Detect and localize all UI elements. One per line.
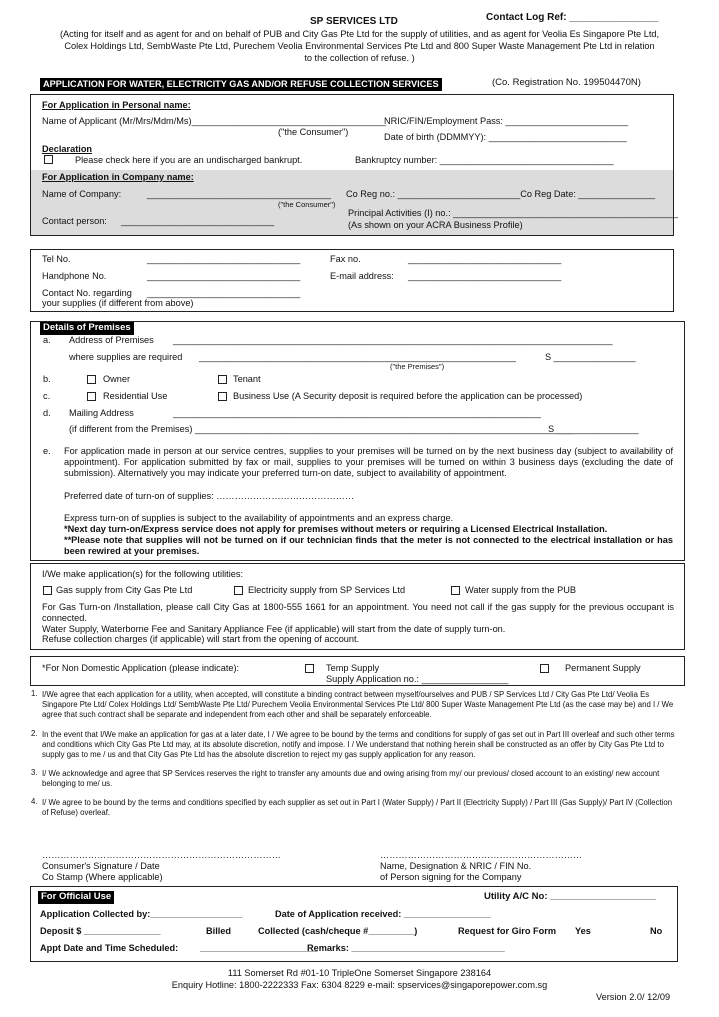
- contact-person-label: Contact person:: [42, 216, 107, 226]
- personal-heading: For Application in Personal name:: [42, 100, 191, 110]
- owner-checkbox[interactable]: [87, 375, 96, 384]
- item-c-letter: c.: [43, 391, 51, 401]
- item-d-letter: d.: [43, 408, 51, 418]
- owner-label: Owner: [103, 374, 131, 384]
- express-note: Express turn-on of supplies is subject to the availability of appointments and an express charge.: [64, 513, 454, 523]
- billed-label: Billed: [206, 926, 232, 936]
- turn-on-paragraph: For application made in person at our service centres, supplies to your premises will be turned on by the next business day (subject to availability of appointment). For application submitted by fax or mail, supplies to your premises will be turned on within 3 business days (excluding the date of submission). Alternatively you may indicate your preferred turn-on date, subject to availability of appointment.: [64, 446, 673, 478]
- version-label: Version 2.0/ 12/09: [596, 992, 671, 1002]
- signer-company-label: of Person signing for the Company: [380, 872, 522, 882]
- term-2-num: 2.: [31, 729, 38, 738]
- handphone-field[interactable]: ______________________________: [147, 271, 301, 281]
- mailing-field[interactable]: ________________________________________________________________________: [173, 408, 541, 418]
- co-stamp-label: Co Stamp (Where applicable): [42, 872, 163, 882]
- contact-regarding-label: Contact No. regarding: [42, 288, 132, 298]
- giro-no[interactable]: No: [650, 926, 663, 936]
- footer-address: 111 Somerset Rd #01-10 TripleOne Somerset Singapore 238164: [227, 968, 492, 978]
- mailing-label: Mailing Address: [69, 408, 134, 418]
- principal-activities-field[interactable]: Principal Activities (I) no.: ____________________________________________: [348, 208, 679, 218]
- business-checkbox[interactable]: [218, 392, 227, 401]
- bankruptcy-number-field[interactable]: Bankruptcy number: __________________________________: [355, 155, 614, 165]
- water-checkbox[interactable]: [451, 586, 460, 595]
- premises-heading: Details of Premises: [40, 322, 134, 335]
- company-name-field[interactable]: ____________________________________: [147, 189, 331, 199]
- permanent-supply-label: Permanent Supply: [565, 663, 641, 673]
- item-a-letter: a.: [43, 335, 51, 345]
- term-1-text: I/We agree that each application for a utility, when accepted, will constitute a binding contract between myself/ourselves and PUB / SP Services Ltd / City Gas Pte Ltd/ Veolia Es Singapore Pte Ltd/ Colex Holdings Ltd/ SembWaste Pte Ltd/ Purechem Veolia Environmental Services Pte Ltd/ 800 Super Waste Management Pte Ltd (as the case may be) and I / We agree that such contract shall be separate and independent from each other and shall be separately enforceable.: [42, 690, 674, 719]
- tel-label: Tel No.: [42, 254, 71, 264]
- meter-note: **Please note that supplies will not be turned on if our technician finds that the meter is not connected to the electrical installation or has been rewired at your premises.: [64, 535, 673, 556]
- acra-note: (As shown on your ACRA Business Profile): [348, 220, 523, 230]
- remarks-field[interactable]: Remarks: ______________________________: [307, 943, 505, 953]
- business-label: Business Use (A Security deposit is required before the application can be processed): [233, 391, 583, 401]
- water-fee-note: Water Supply, Waterborne Fee and Sanitary Appliance Fee (if applicable) will start from the date of supply turn-on.: [42, 624, 506, 634]
- address-field[interactable]: ______________________________________________________________________________________: [173, 335, 613, 345]
- term-4-num: 4.: [31, 797, 38, 806]
- temp-supply-checkbox[interactable]: [305, 664, 314, 673]
- bankrupt-checkbox[interactable]: [44, 155, 53, 164]
- term-3-text: I/ We acknowledge and agree that SP Services reserves the right to transfer any amounts due and owing arising from my/ our previous/ closed account to an existing/ new account belonging to me/ us.: [42, 769, 660, 788]
- consumer-signature-label: Consumer's Signature / Date: [42, 861, 160, 871]
- application-title: APPLICATION FOR WATER, ELECTRICITY GAS AND/OR REFUSE COLLECTION SERVICES: [40, 78, 442, 91]
- term-1-num: 1.: [31, 689, 38, 698]
- water-label: Water supply from the PUB: [465, 585, 576, 595]
- footer-hotline: Enquiry Hotline: 1800-2222333 Fax: 6304 8229 e-mail: spservices@singaporepower.com.sg: [171, 980, 548, 990]
- utilities-intro: I/We make application(s) for the following utilities:: [42, 569, 244, 579]
- collected-field[interactable]: Collected (cash/cheque #_________): [258, 926, 418, 936]
- residential-checkbox[interactable]: [87, 392, 96, 401]
- consumer-signature-line[interactable]: ……………………………………………………………………: [42, 850, 281, 860]
- official-use-heading: For Official Use: [38, 891, 114, 904]
- date-received-field[interactable]: Date of Application received: _________________: [275, 909, 491, 919]
- item-b-letter: b.: [43, 374, 51, 384]
- giro-label: Request for Giro Form: [458, 926, 557, 936]
- company-consumer-note: ("the Consumer"): [278, 200, 336, 209]
- item-e-letter: e.: [43, 446, 51, 456]
- dob-field[interactable]: Date of birth (DDMMYY): ___________________________: [384, 132, 627, 142]
- gas-label: Gas supply from City Gas Pte Ltd: [56, 585, 193, 595]
- contact-log-ref[interactable]: Contact Log Ref: ________________: [486, 12, 659, 23]
- collected-by-field[interactable]: Application Collected by:__________________: [40, 909, 243, 919]
- appt-label: Appt Date and Time Scheduled:: [40, 943, 179, 953]
- nric-field[interactable]: NRIC/FIN/Employment Pass: ________________________: [384, 116, 629, 126]
- refuse-note: Refuse collection charges (if applicable) will start from the opening of account.: [42, 634, 360, 644]
- company-heading: For Application in Company name:: [42, 172, 194, 182]
- agency-line-2: Colex Holdings Ltd, SembWaste Pte Ltd, Purechem Veolia Environmental Services Pte Ltd and 800 Super Waste Management Pte Ltd in relation: [64, 41, 655, 51]
- contact-person-field[interactable]: ______________________________: [121, 216, 275, 226]
- electricity-checkbox[interactable]: [234, 586, 243, 595]
- term-4-text: I/ We agree to be bound by the terms and conditions specified by each supplier as set out in Part I (Water Supply) / Part II (Electricity Supply) / Part III (Gas Supply)/ Part IV (Collection of Refuse) overleaf.: [42, 798, 673, 817]
- agency-line-1: (Acting for itself and as agent for and on behalf of PUB and City Gas Pte Ltd for the supply of utilities, and as agent for Veolia Es Singapore Pte Ltd,: [59, 29, 660, 39]
- deposit-field[interactable]: Deposit $ _______________: [40, 926, 161, 936]
- postal-code-field[interactable]: S ________________: [545, 352, 636, 362]
- mailing-postal-field[interactable]: S ________________: [548, 424, 639, 434]
- next-day-note: *Next day turn-on/Express service does not apply for premises without meters or requiring a Licensed Electrical Installation.: [64, 524, 608, 534]
- email-label: E-mail address:: [330, 271, 394, 281]
- agency-line-3: to the collection of refuse. ): [304, 53, 415, 63]
- supply-app-field[interactable]: Supply Application no.: _________________: [326, 674, 509, 684]
- co-reg-field[interactable]: Co Reg no.: ________________________Co Reg Date: _______________: [346, 189, 656, 199]
- gas-checkbox[interactable]: [43, 586, 52, 595]
- term-3-num: 3.: [31, 768, 38, 777]
- handphone-label: Handphone No.: [42, 271, 107, 281]
- tenant-checkbox[interactable]: [218, 375, 227, 384]
- tenant-label: Tenant: [233, 374, 261, 384]
- fax-field[interactable]: ______________________________: [408, 254, 562, 264]
- contact-regarding-field[interactable]: ______________________________: [147, 288, 301, 298]
- declaration-heading: Declaration: [42, 144, 93, 154]
- term-2-text: In the event that I/We make an application for gas at a later date, I / We agree to be bound by the terms and conditions for supply of gas set out in Part III overleaf and such other terms and conditions which City Gas Pte Ltd may, at its absolute discretion, notify and impose. I / We understand that nothing herein shall be constructed as an offer by City Gas Pte Ltd to supply gas to me / us and that City Gas Pte Ltd has the absolute discretion to reject my gas supply application for any reason.: [42, 730, 675, 759]
- gas-turn-on-note: For Gas Turn-on /Installation, please call City Gas at 1800-555 1661 for an appointment. You need not call if the gas supply for the previous occupant is connected.: [42, 602, 674, 623]
- signer-name-line[interactable]: …………………………………………………………: [380, 850, 583, 860]
- mailing-diff-field[interactable]: (if different from the Premises) __________________________________________________________________________: [69, 424, 574, 434]
- electricity-label: Electricity supply from SP Services Ltd: [248, 585, 406, 595]
- where-field[interactable]: ______________________________________________________________: [199, 352, 516, 362]
- premises-note: ("the Premises"): [390, 362, 445, 371]
- co-registration: (Co. Registration No. 199504470N): [492, 77, 641, 88]
- applicant-name-field[interactable]: Name of Applicant (Mr/Mrs/Mdm/Ms)______________________________________: [42, 116, 386, 126]
- contact-regarding-note: your supplies (if different from above): [42, 298, 194, 308]
- utility-ac-field[interactable]: Utility A/C No: ____________________: [484, 891, 656, 902]
- signer-name-label: Name, Designation & NRIC / FIN No.: [380, 861, 532, 871]
- appt-field[interactable]: _______________________: [200, 943, 318, 953]
- email-field[interactable]: ______________________________: [408, 271, 562, 281]
- consumer-note: ("the Consumer"): [278, 127, 349, 137]
- residential-label: Residential Use: [103, 391, 168, 401]
- temp-supply-label: Temp Supply: [326, 663, 380, 673]
- giro-yes[interactable]: Yes: [575, 926, 591, 936]
- company-name-label: Name of Company:: [42, 189, 122, 199]
- bankrupt-text: Please check here if you are an undischarged bankrupt.: [75, 155, 303, 165]
- preferred-date-field[interactable]: Preferred date of turn-on of supplies: ………………………………………: [64, 491, 355, 501]
- company-name: SP SERVICES LTD: [310, 16, 398, 27]
- tel-field[interactable]: ______________________________: [147, 254, 301, 264]
- permanent-supply-checkbox[interactable]: [540, 664, 549, 673]
- non-domestic-label: *For Non Domestic Application (please indicate):: [42, 663, 240, 673]
- address-label: Address of Premises: [69, 335, 154, 345]
- where-label: where supplies are required: [69, 352, 183, 362]
- fax-label: Fax no.: [330, 254, 361, 264]
